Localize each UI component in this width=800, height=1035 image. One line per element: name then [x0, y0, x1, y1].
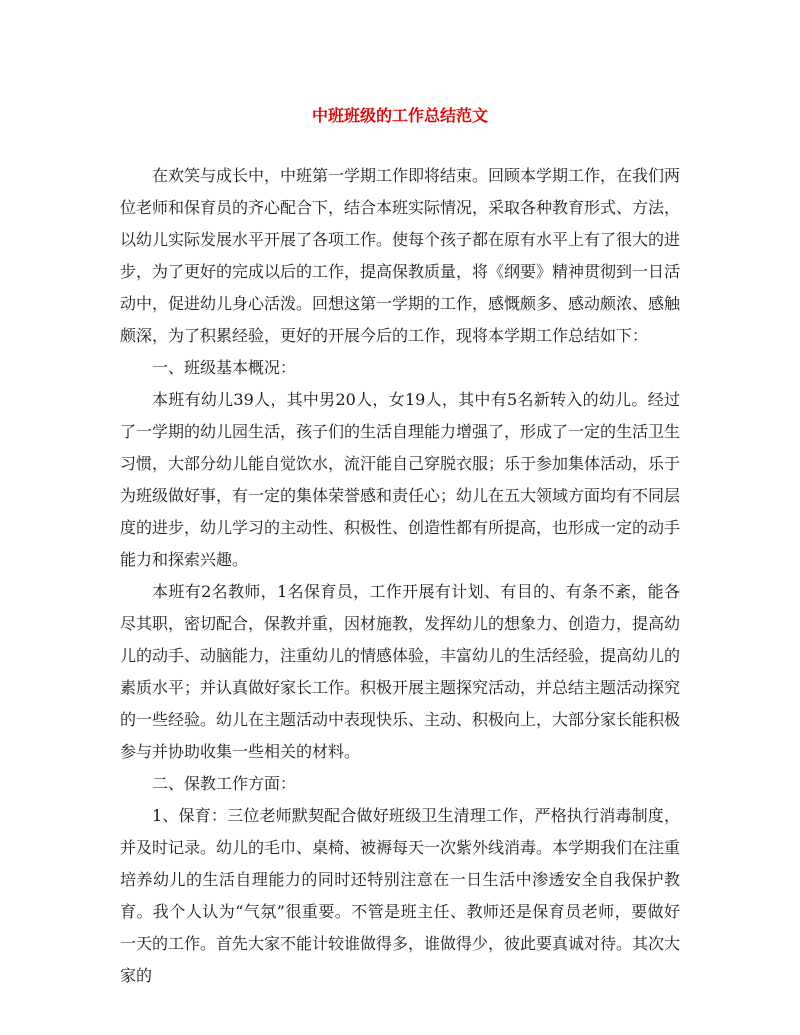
paragraph-intro: 在欢笑与成长中，中班第一学期工作即将结束。回顾本学期工作，在我们两位老师和保育员的齐心配合下，结合本班实际情况，采取各种教育形式、方法，以幼儿实际发展水平开展了各项工作。使每个孩子都在原有水平上有了很大的进步，为了更好的完成以后的工作，提高保教质量，将《纲要》精神贯彻到一日活动中，促进幼儿身心活泼。回想这第一学期的工作，感慨颇多、感动颇浓、感触颇深，为了积累经验，更好的开展今后的工作，现将本学期工作总结如下： [120, 166, 681, 345]
paragraph-children-overview: 本班有幼儿39人，其中男20人，女19人，其中有5名新转入的幼儿。经过了一学期的幼儿园生活，孩子们的生活自理能力增强了，形成了一定的生活卫生习惯，大部分幼儿能自觉饮水，流汗能自己穿脱衣服；乐于参加集体活动，乐于为班级做好事，有一定的集体荣誉感和责任心；幼儿在五大领域方面均有不同层度的进步，幼儿学习的主动性、积极性、创造性都有所提高，也形成一定的动手能力和探索兴趣。 [120, 390, 681, 569]
paragraph-teachers-overview: 本班有2名教师，1名保育员，工作开展有计划、有目的、有条不紊，能各尽其职，密切配合，保教并重，因材施教，发挥幼儿的想象力、创造力，提高幼儿的动手、动脑能力，注重幼儿的情感体验，丰富幼儿的生活经验，提高幼儿的素质水平；并认真做好家长工作。积极开展主题探究活动，并总结主题活动探究的一些经验。幼儿在主题活动中表现快乐、主动、积极向上，大部分家长能积极参与并协助收集一些相关的材料。 [120, 582, 681, 761]
document-title: 中班班级的工作总结范文 [311, 106, 488, 125]
section-heading-care-education: 二、保教工作方面： [152, 774, 297, 793]
section-heading-class-overview: 一、班级基本概况： [152, 358, 297, 377]
paragraph-care: 1、保育：三位老师默契配合做好班级卫生清理工作，严格执行消毒制度，并及时记录。幼儿的毛巾、桌椅、被褥每天一次紫外线消毒。本学期我们在注重培养幼儿的生活自理能力的同时还特别注意在一日生活中渗透安全自我保护教育。我个人认为“气氛”很重要。不管是班主任、教师还是保育员老师，要做好一天的工作。首先大家不能计较谁做得多，谁做得少，彼此要真诚对待。其次大家的 [120, 806, 681, 985]
document-page [120, 96, 680, 992]
document-body [120, 160, 680, 992]
